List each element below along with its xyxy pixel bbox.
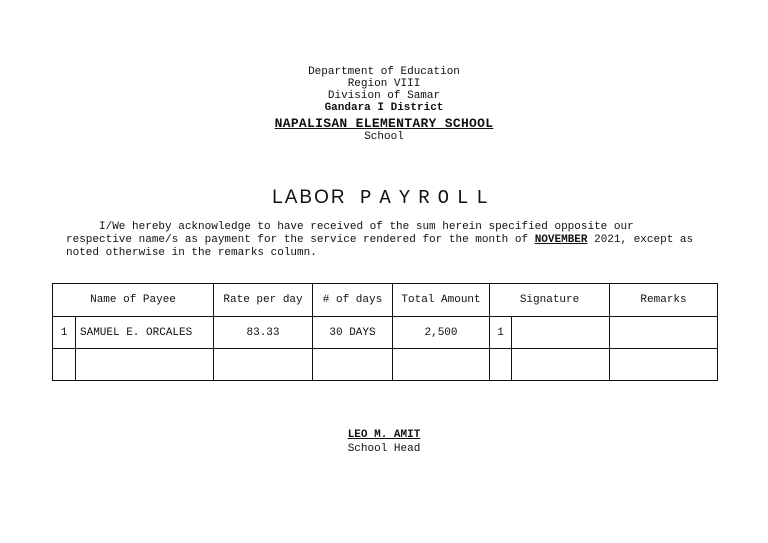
signature-number	[490, 349, 512, 381]
acknowledgment-line-2-end: 2021, except as	[587, 234, 694, 246]
school-name: NAPALISAN ELEMENTARY SCHOOL	[274, 116, 494, 131]
remarks-cell	[610, 349, 718, 381]
acknowledgment-line-3: noted otherwise in the remarks column.	[66, 247, 317, 259]
col-header-days: # of days	[313, 284, 393, 317]
district-line: Gandara I District	[324, 102, 444, 114]
col-header-remarks: Remarks	[610, 284, 718, 317]
remarks-cell	[610, 317, 718, 349]
title-part-payroll: PAYROLL	[360, 187, 496, 209]
rate-per-day	[214, 349, 313, 381]
col-header-rate: Rate per day	[214, 284, 313, 317]
total-amount: 2,500	[393, 317, 490, 349]
row-number	[53, 349, 76, 381]
payee-name	[76, 349, 214, 381]
table-row	[53, 317, 718, 349]
number-of-days	[313, 349, 393, 381]
title-part-labor: LABOR	[272, 187, 347, 208]
signature-cell	[512, 317, 610, 349]
department-line: Department of Education	[308, 66, 460, 78]
school-label: School	[364, 131, 404, 143]
table-header-row	[53, 284, 718, 317]
payroll-month: NOVEMBER	[534, 234, 588, 246]
col-header-name: Name of Payee	[53, 284, 214, 317]
total-amount	[393, 349, 490, 381]
page-title	[0, 187, 768, 209]
acknowledgment-line-2-start: respective name/s as payment for the service rendered for the month of	[66, 234, 535, 246]
number-of-days: 30 DAYS	[313, 317, 393, 349]
signatory-title: School Head	[347, 443, 421, 455]
acknowledgment-line-2	[66, 234, 706, 247]
payee-name: SAMUEL E. ORCALES	[76, 317, 214, 349]
division-line: Division of Samar	[327, 90, 441, 102]
acknowledgment-line-1: I/We hereby acknowledge to have received of the sum herein specified opposite our	[66, 221, 634, 233]
col-header-signature: Signature	[490, 284, 610, 317]
row-number: 1	[53, 317, 76, 349]
signatory-name: LEO M. AMIT	[347, 429, 421, 441]
signature-cell	[512, 349, 610, 381]
payroll-table	[52, 283, 718, 381]
signature-number: 1	[490, 317, 512, 349]
col-header-total: Total Amount	[393, 284, 490, 317]
table-row	[53, 349, 718, 381]
rate-per-day: 83.33	[214, 317, 313, 349]
region-line: Region VIII	[347, 78, 421, 90]
